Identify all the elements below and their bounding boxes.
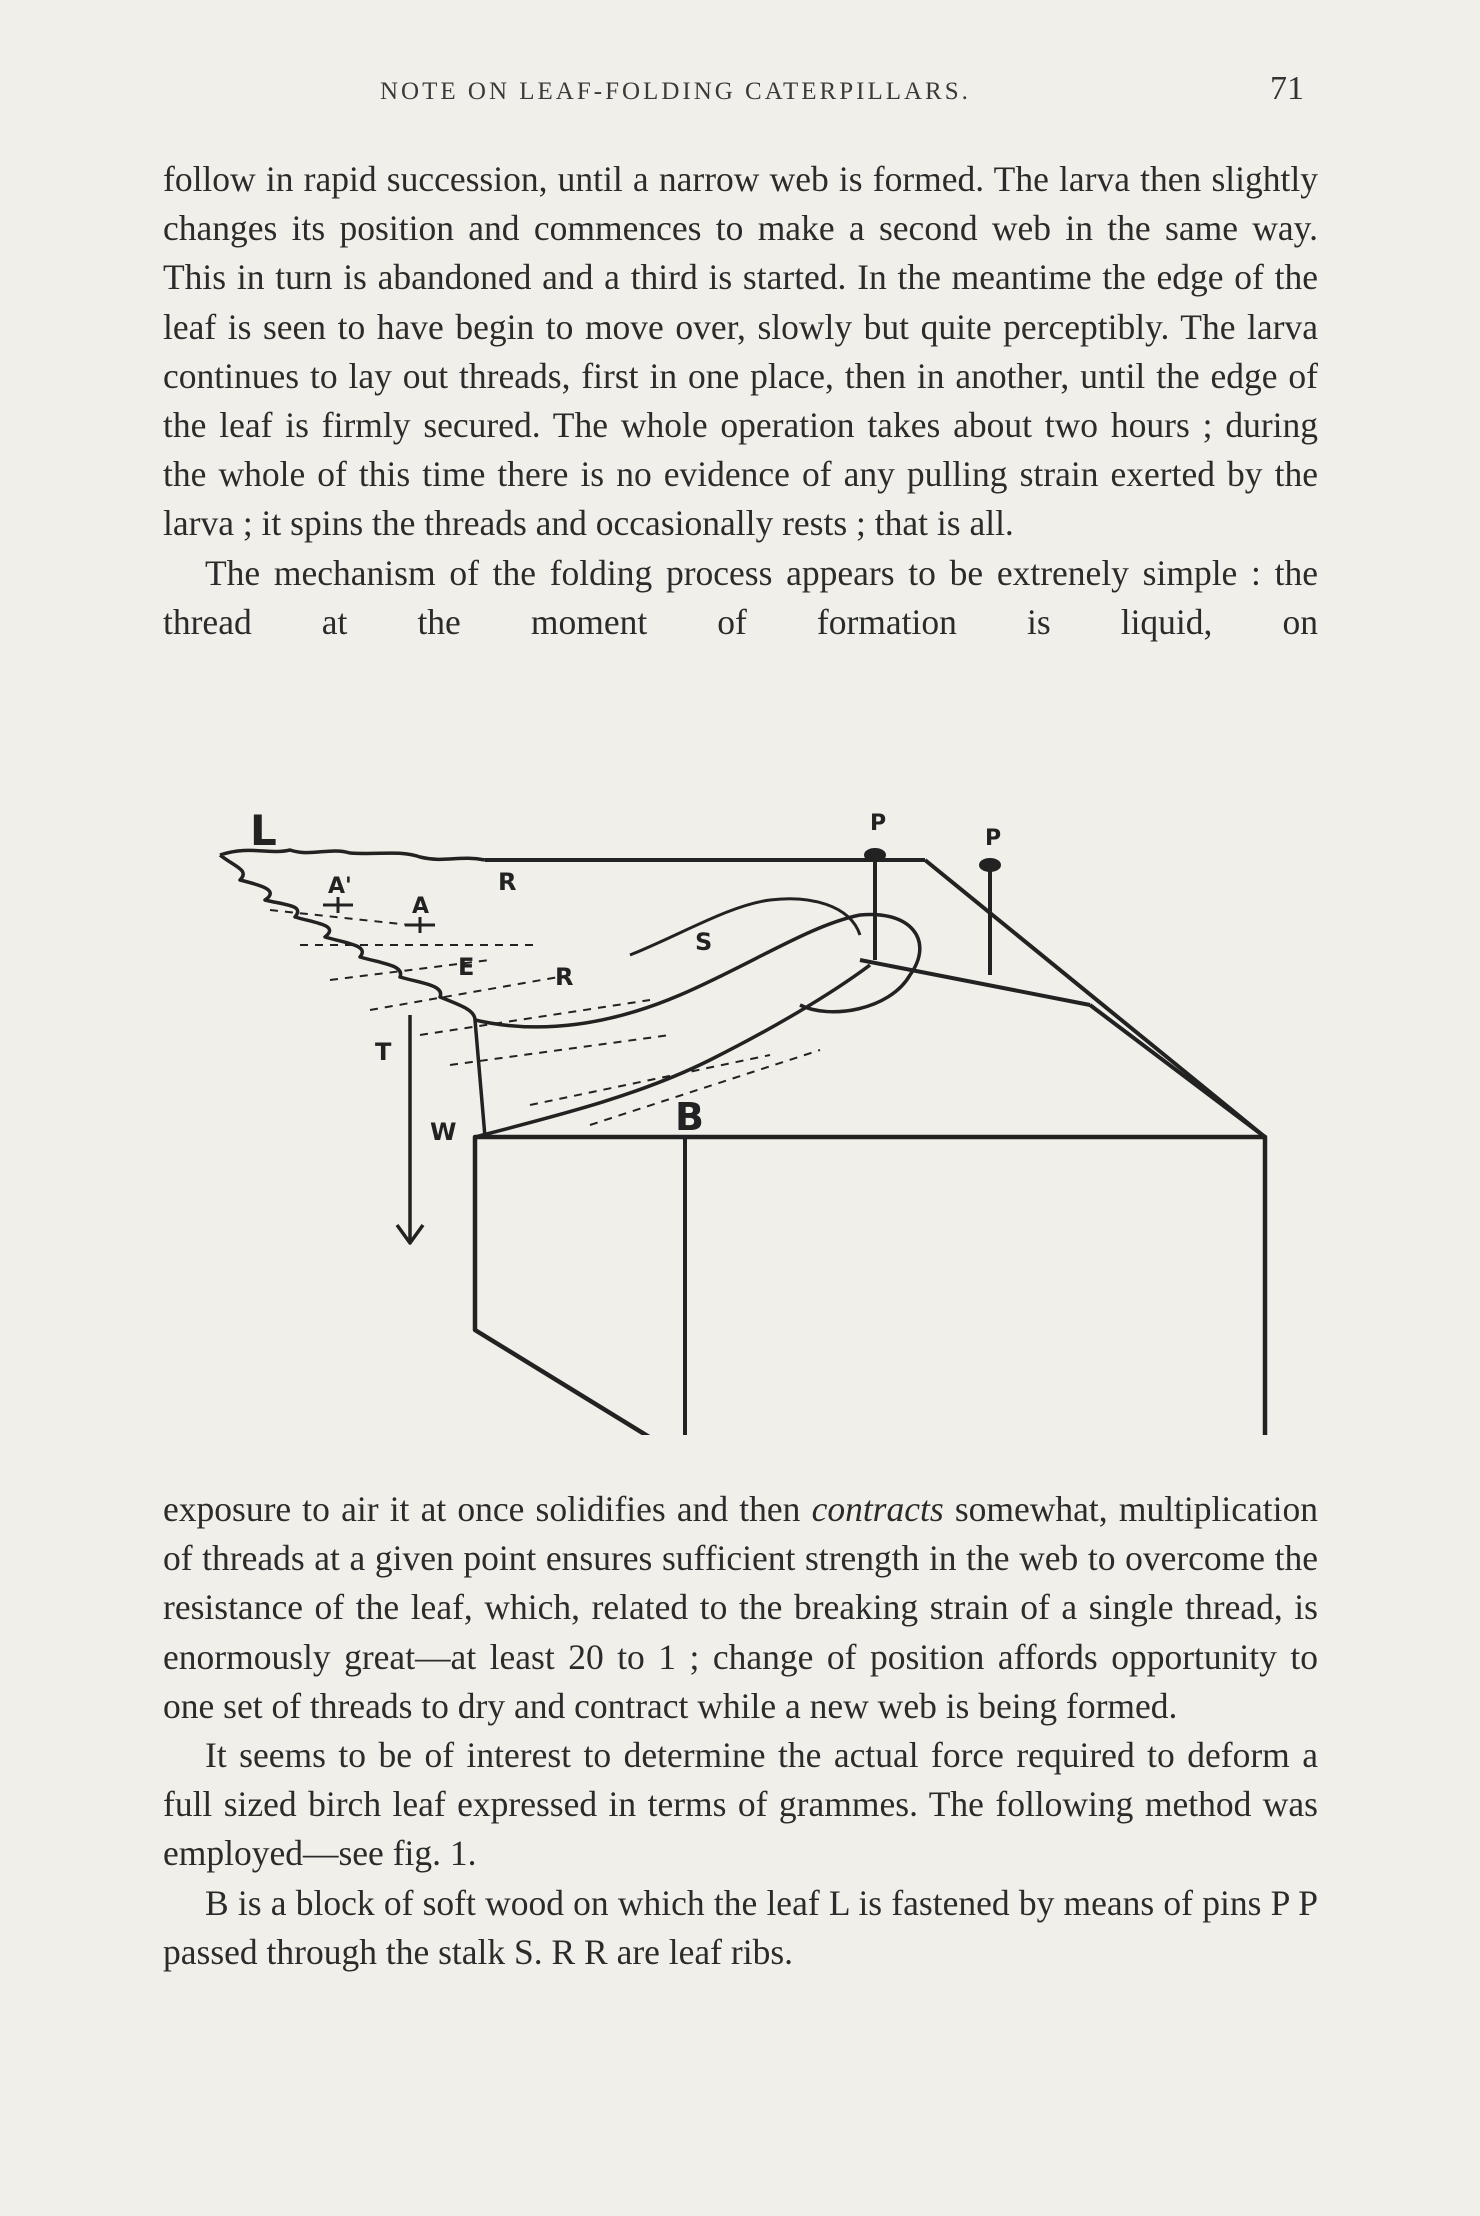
label-E: E xyxy=(458,953,475,981)
marker-a xyxy=(405,917,435,933)
paragraph-3 xyxy=(163,1485,1318,1731)
page-number: 71 xyxy=(1270,70,1304,107)
paragraph-5: B is a block of soft wood on which the leaf L is fastened by means of pins P P passed through the stalk S. R R are leaf ribs. xyxy=(163,1882,1318,1972)
pin-1-head xyxy=(866,850,884,860)
paragraph-4: It seems to be of interest to determine the actual force required to deform a full sized birch leaf expressed in terms of grammes. The following method was employed—see fig. 1. xyxy=(163,1735,1318,1874)
label-W: W xyxy=(430,1118,457,1146)
leaf-outline xyxy=(220,850,485,1137)
emphasis-contracts: contracts xyxy=(811,1489,944,1529)
leaf-apparatus-diagram xyxy=(210,805,1270,1435)
leaf-right-slope xyxy=(925,860,1265,1137)
label-P2: P xyxy=(985,826,1002,851)
label-R-bottom: R xyxy=(555,963,574,991)
vein-line xyxy=(270,910,410,925)
paragraph-3-start: exposure to air it at once solidifies and then xyxy=(163,1489,812,1529)
label-P1: P xyxy=(870,811,887,836)
block-top-back-edge xyxy=(475,1137,1265,1435)
running-head: NOTE ON LEAF-FOLDING CATERPILLARS. xyxy=(380,78,971,105)
vein-line xyxy=(530,1055,770,1105)
paragraph-3-rest: somewhat, multiplication of threads at a given point ensures sufficient strength in the web to overcome the resistance of the leaf, which, related to the breaking strain of a single thread, is enormously great—at least 20 to 1 ; change of position affords opportunity to one set of threads to dry and contract while a new web is being formed. xyxy=(163,1489,1318,1726)
figure-1-leaf-apparatus xyxy=(210,805,1270,1435)
label-L: L xyxy=(250,806,277,855)
paragraph-2: The mechanism of the folding process appears to be extrenely simple : the thread at the moment of formation is liquid, on xyxy=(163,552,1318,642)
label-S: S xyxy=(695,928,713,956)
body-text-top xyxy=(163,155,1318,647)
vein-line xyxy=(450,1035,670,1065)
label-R-top: R xyxy=(498,868,517,896)
label-T: T xyxy=(375,1038,392,1066)
pin-2-head xyxy=(981,860,999,870)
label-A-prime: A' xyxy=(328,874,352,899)
label-A: A xyxy=(412,894,430,919)
body-text-bottom xyxy=(163,1485,1318,1977)
paragraph-1: follow in rapid succession, until a narrow web is formed. The larva then slightly changes its position and commences to make a second web in the same way. This in turn is abandoned and a third is started. In the meantime the edge of the leaf is seen to have begin to move over, slowly but quite perceptibly. The larva continues to lay out threads, first in one place, then in another, until the edge of the leaf is firmly secured. The whole operation takes about two hours ; during the whole of this time there is no evidence of any pulling strain exerted by the larva ; it spins the threads and occasionally rests ; that is all. xyxy=(163,159,1318,544)
label-B: B xyxy=(675,1095,704,1139)
marker-a-prime xyxy=(323,897,353,913)
